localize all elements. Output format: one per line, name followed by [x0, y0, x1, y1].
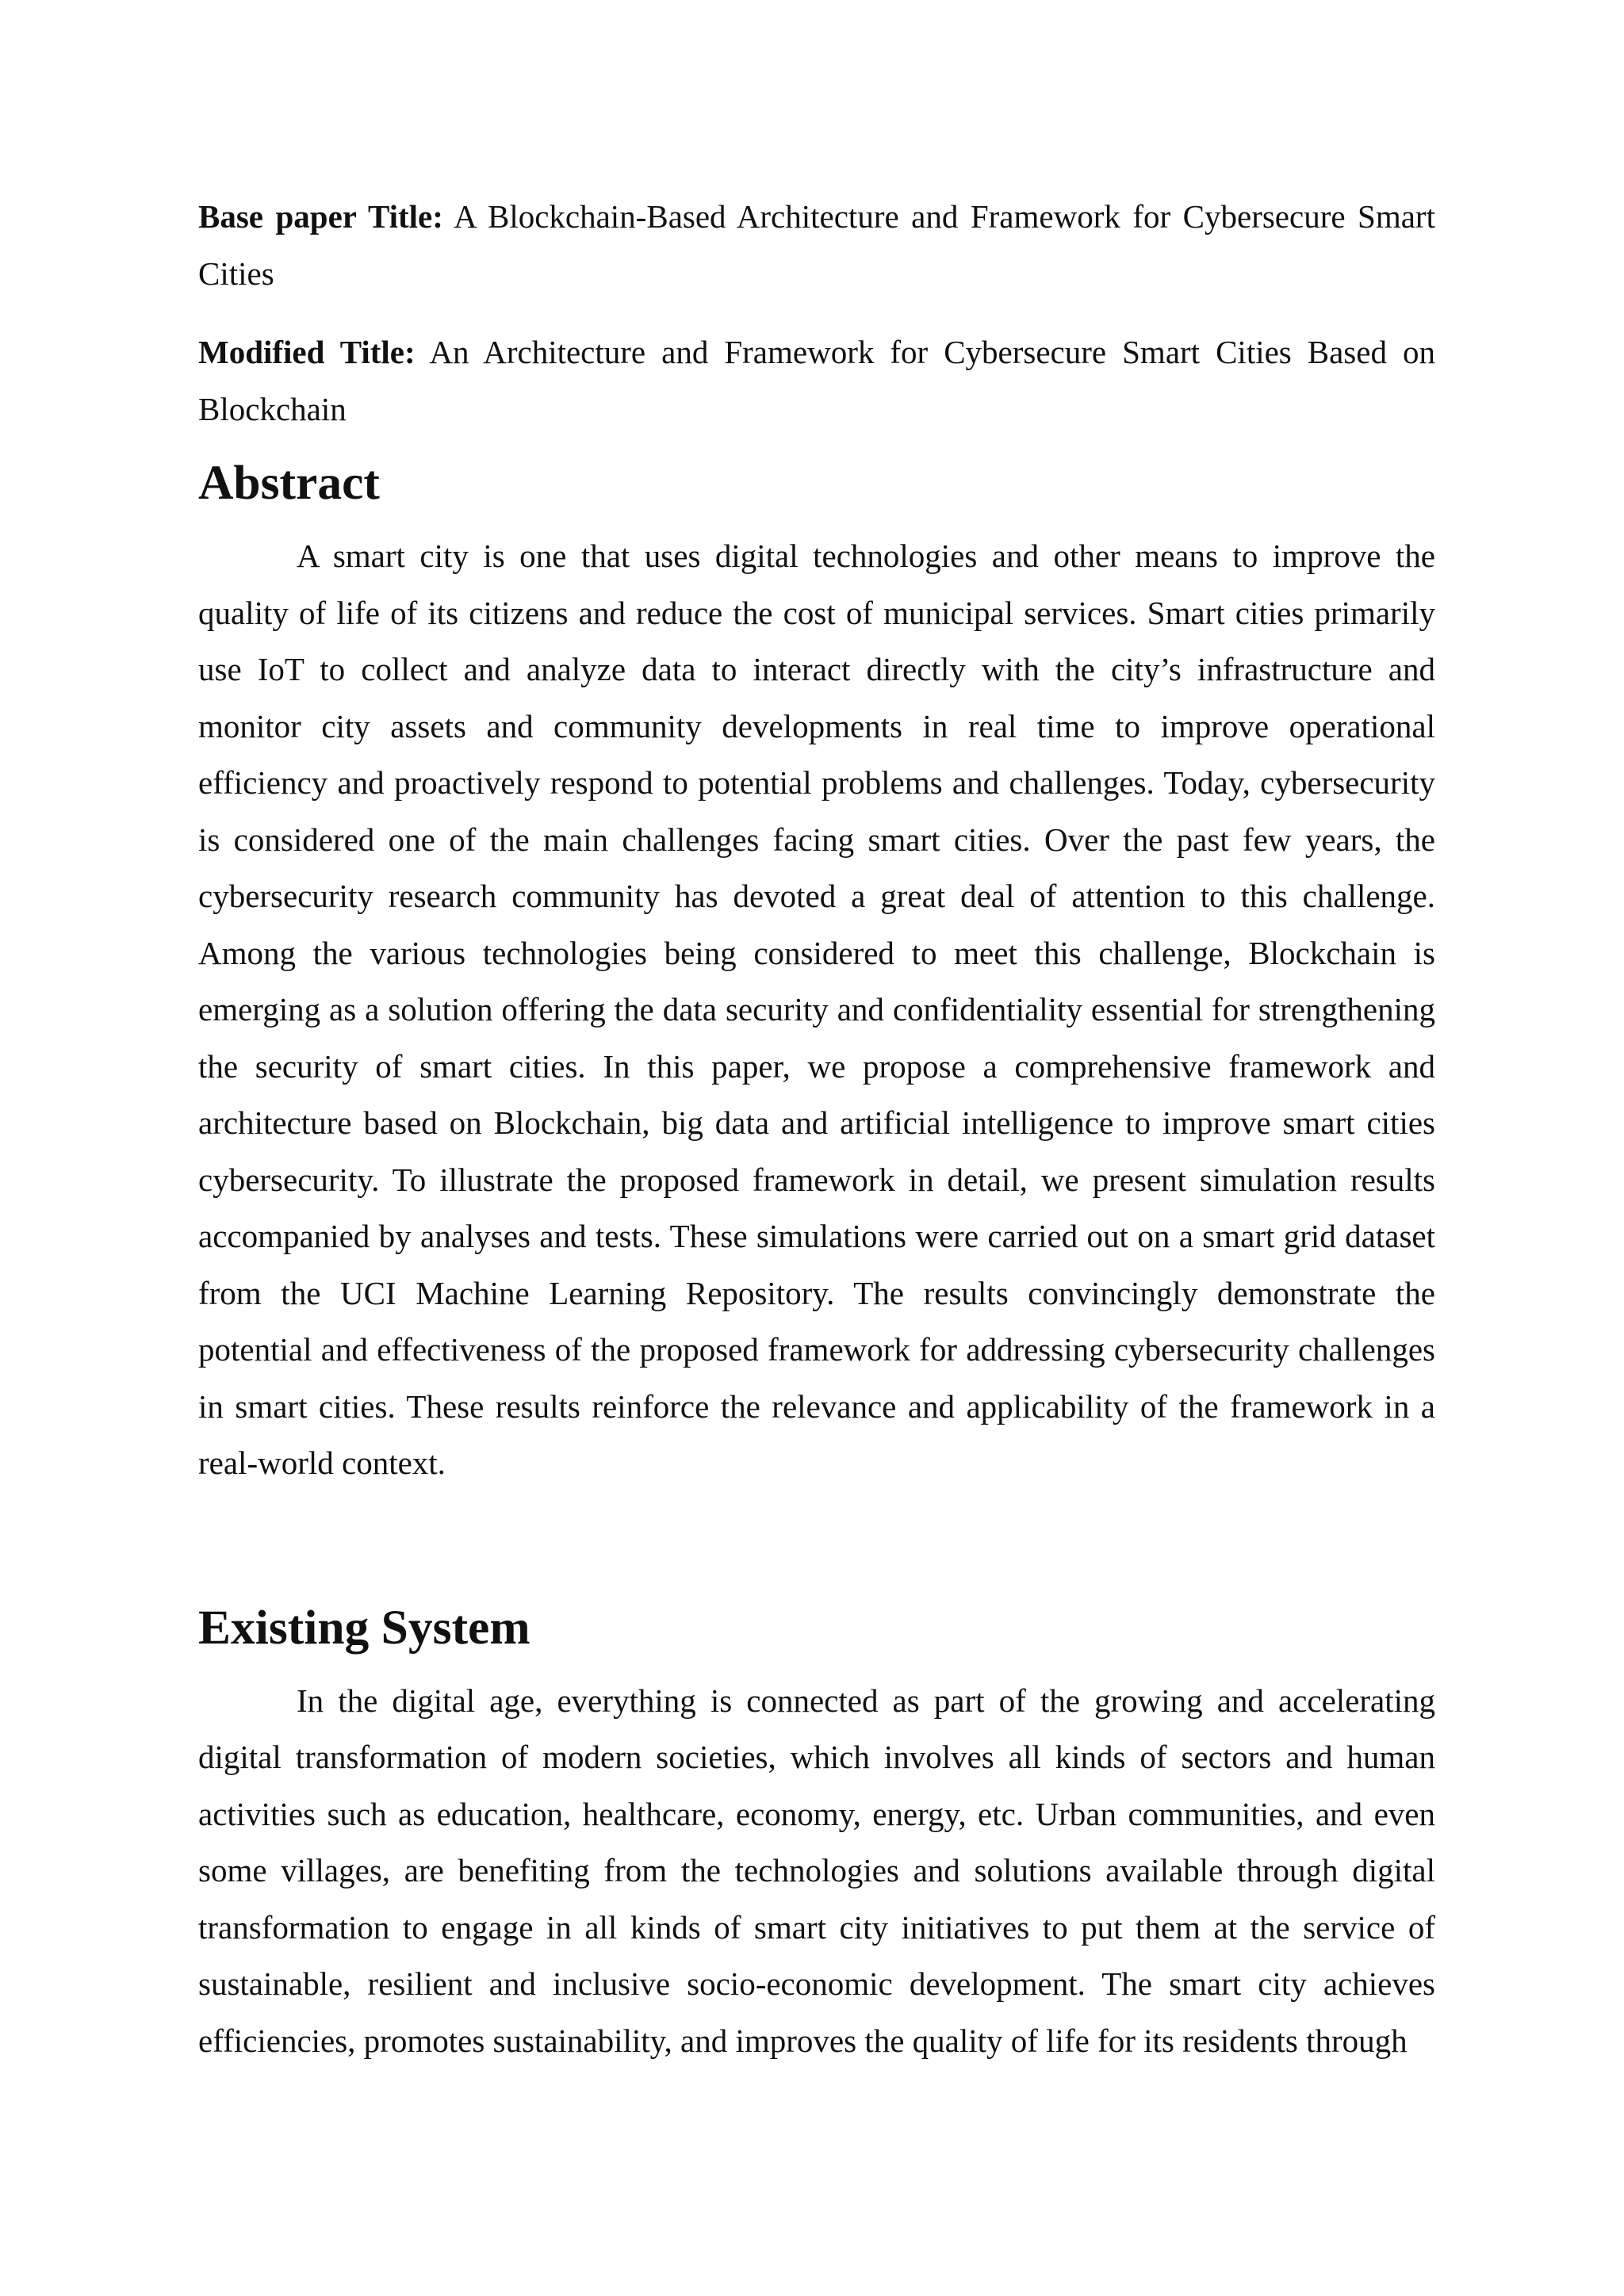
existing-system-body: In the digital age, everything is connected as part of the growing and accelerating digital transformation of modern societies, which involves all kinds of sectors and human activities such as education, healthcare, economy, energy, etc. Urban communities, and even some villages, are benefiting from the technologies and solutions available through digital transformation to engage in all kinds of smart city initiatives to put them at the service of sustainable, resilient and inclusive socio-economic development. The smart city achieves efficiencies, promotes sustainability, and improves the quality of life for its residents through: [198, 1682, 1435, 2059]
base-paper-title-text: A Blockchain-Based Architecture and Framework for Cybersecure Smart Cities: [198, 198, 1435, 292]
document-page: [198, 189, 1435, 2069]
abstract-body: A smart city is one that uses digital technologies and other means to improve the quality of life of its citizens and reduce the cost of municipal services. Smart cities primarily use IoT to collect and analyze data to interact directly with the city’s infrastructure and monitor city assets and community developments in real time to improve operational efficiency and proactively respond to potential problems and challenges. Today, cybersecurity is considered one of the main challenges facing smart cities. Over the past few years, the cybersecurity research community has devoted a great deal of attention to this challenge. Among the various technologies being considered to meet this challenge, Blockchain is emerging as a solution offering the data security and confidentiality essential for strengthening the security of smart cities. In this paper, we propose a comprehensive framework and architecture based on Blockchain, big data and artificial intelligence to improve smart cities cybersecurity. To illustrate the proposed framework in detail, we present simulation results accompanied by analyses and tests. These simulations were carried out on a smart grid dataset from the UCI Machine Learning Repository. The results convincingly demonstrate the potential and effectiveness of the proposed framework for addressing cybersecurity challenges in smart cities. These results reinforce the relevance and applicability of the framework in a real-world context.: [198, 538, 1435, 1481]
abstract-heading: Abstract: [198, 456, 380, 510]
modified-title: [198, 324, 1435, 438]
modified-title-text: An Architecture and Framework for Cybersecure Smart Cities Based on Blockchain: [198, 334, 1435, 427]
base-paper-title: [198, 189, 1435, 302]
modified-title-label: Modified Title:: [198, 334, 416, 370]
existing-system-heading: Existing System: [198, 1600, 530, 1655]
base-paper-title-label: Base paper Title:: [198, 198, 443, 235]
